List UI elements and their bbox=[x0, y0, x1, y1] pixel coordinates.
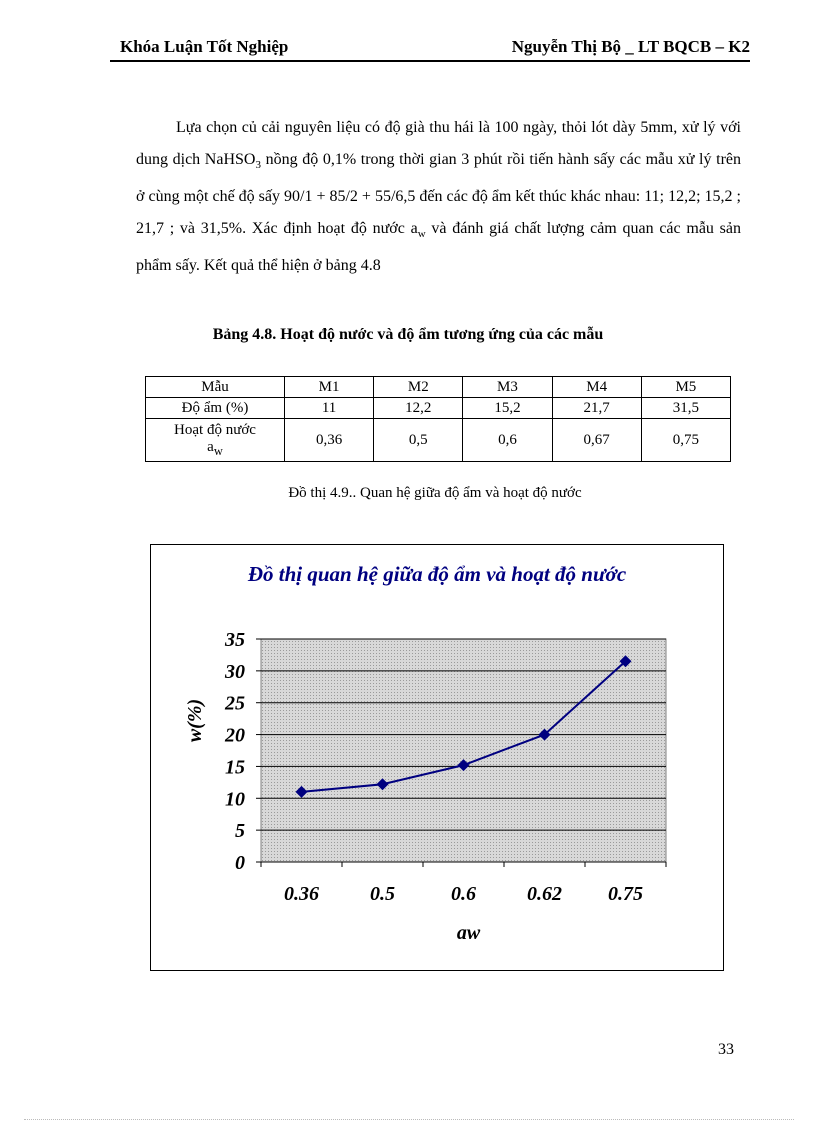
row-header-activity-symbol: a bbox=[207, 438, 214, 455]
x-tick-label: 0.6 bbox=[451, 883, 476, 905]
header-author: Nguyễn Thị Bộ _ LT BQCB – K2 bbox=[511, 37, 750, 56]
y-tick-label: 30 bbox=[225, 660, 245, 683]
paragraph-part-1: Lựa chọn củ cải nguyên liệu có độ già thu hái là 100 ngày, thỏi lót dày 5mm, xử lý với dung dịch NaHSO bbox=[136, 119, 741, 168]
table-cell: M3 bbox=[463, 377, 552, 398]
table-cell: 0,36 bbox=[285, 419, 374, 462]
data-table bbox=[145, 376, 731, 462]
y-axis-label: w(%) bbox=[184, 698, 206, 743]
table-cell: 31,5 bbox=[641, 398, 730, 419]
table-row bbox=[146, 398, 731, 419]
y-tick-label: 0 bbox=[235, 852, 245, 874]
page-number: 33 bbox=[718, 1041, 734, 1058]
row-header-moisture: Độ ẩm (%) bbox=[146, 398, 285, 419]
paragraph-subscript-2: w bbox=[417, 228, 426, 241]
paragraph-part-2: nồng độ 0,1% trong thời gian 3 phút rồi tiến hành sấy các mẫu xử lý trên ở cùng một chế độ sấy 90/1 + 85/2 + 55/6,5 đến các độ ẩm kết thúc khác nhau: 11; 12,2; 15,2 ; 21,7 ; và 31,5%. Xác định hoạt độ nước a bbox=[136, 151, 741, 238]
paragraph-part-3: và đánh giá chất lượng cảm quan các mẫu sản phẩm sấy. Kết quả thể hiện ở bảng 4.8 bbox=[136, 220, 742, 275]
table-cell: 0,6 bbox=[463, 419, 552, 462]
row-header-activity bbox=[146, 419, 285, 462]
y-tick-label: 15 bbox=[225, 756, 245, 779]
table-row bbox=[146, 377, 731, 398]
x-axis-label: aw bbox=[456, 922, 481, 944]
chart-title: Đồ thị quan hệ giữa độ ẩm và hoạt độ nước bbox=[247, 562, 627, 586]
header-title: Khóa Luận Tốt Nghiệp bbox=[120, 37, 289, 56]
table-cell: 21,7 bbox=[552, 398, 641, 419]
y-tick-label: 10 bbox=[225, 788, 245, 811]
table-cell: 0,75 bbox=[641, 419, 730, 462]
y-axis-ticks bbox=[224, 629, 245, 874]
row-header-activity-label: Hoạt độ nước bbox=[174, 421, 256, 438]
table-caption: Bảng 4.8. Hoạt độ nước và độ ẩm tương ứng của các mẫu bbox=[212, 326, 604, 343]
chart-container bbox=[150, 544, 724, 971]
table-cell: 15,2 bbox=[463, 398, 552, 419]
plot-area bbox=[261, 639, 666, 862]
x-tick-label: 0.75 bbox=[608, 883, 643, 905]
y-tick-label: 35 bbox=[225, 629, 245, 651]
page-bottom-divider bbox=[24, 1119, 794, 1120]
body-paragraph bbox=[136, 112, 741, 282]
x-tick-label: 0.36 bbox=[284, 883, 319, 905]
paragraph-subscript-1: 3 bbox=[255, 159, 261, 172]
table-cell: M4 bbox=[552, 377, 641, 398]
table-cell: 11 bbox=[285, 398, 374, 419]
y-tick-label: 25 bbox=[225, 692, 245, 715]
row-header-sample: Mẫu bbox=[146, 377, 285, 398]
table-cell: 12,2 bbox=[374, 398, 463, 419]
chart-caption: Đồ thị 4.9.. Quan hệ giữa độ ẩm và hoạt độ nước bbox=[288, 485, 582, 501]
table-cell: M2 bbox=[374, 377, 463, 398]
y-tick-label: 20 bbox=[225, 724, 245, 747]
row-header-activity-subscript: w bbox=[213, 443, 223, 458]
table-cell: 0,5 bbox=[374, 419, 463, 462]
y-tick-label: 5 bbox=[235, 820, 245, 843]
table-cell: 0,67 bbox=[552, 419, 641, 462]
x-axis-ticks bbox=[261, 862, 666, 905]
table-cell: M1 bbox=[285, 377, 374, 398]
table-cell: M5 bbox=[641, 377, 730, 398]
table-row bbox=[146, 419, 731, 462]
x-tick-label: 0.62 bbox=[527, 883, 562, 905]
x-tick-label: 0.5 bbox=[370, 883, 395, 905]
line-chart bbox=[151, 545, 723, 970]
page-header bbox=[110, 34, 750, 62]
